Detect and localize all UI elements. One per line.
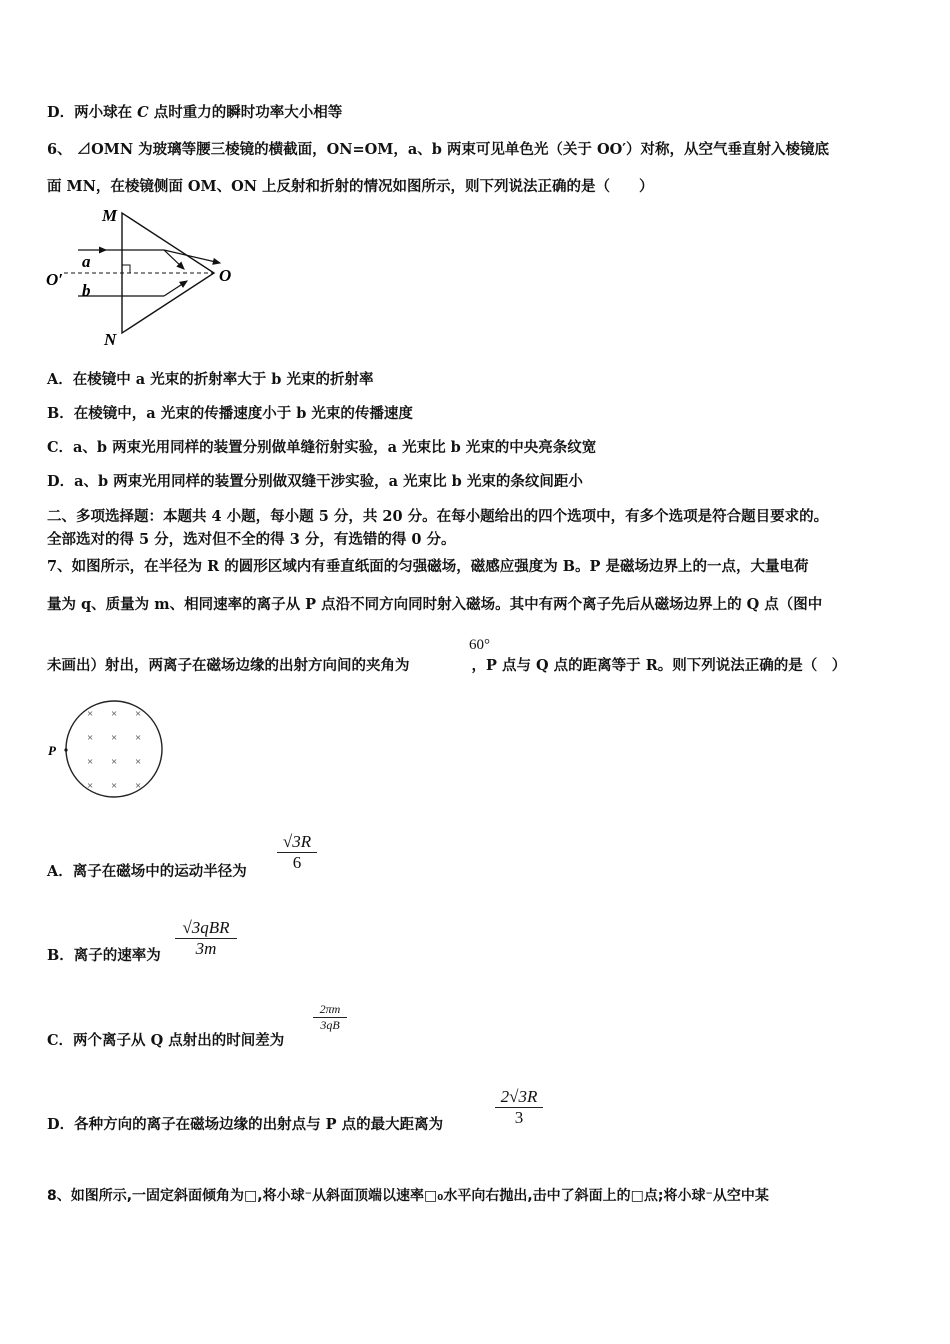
- q7-stem-line3: 未画出）射出，两离子在磁场边缘的出射方向间的夹角为 ，P 点与 Q 点的距离等于 R。则下列说法正确的是（ ）: [47, 657, 847, 674]
- field-cross-mark: ×: [87, 780, 94, 792]
- q8-stem-line1: 8、如图所示,一固定斜面倾角为□,将小球⁻从斜面顶端以速率□₀水平向右抛出,击中了斜面上的□点;将小球⁻从空中某: [47, 1188, 769, 1204]
- field-cross-mark: ×: [135, 732, 142, 744]
- q7-option-d-fraction: 2√3R 3: [495, 1087, 543, 1128]
- q5-option-d: D．两小球在 C 点时重力的瞬时功率大小相等: [47, 104, 343, 121]
- q7-option-b: B．离子的速率为: [47, 947, 161, 964]
- magnetic-field-figure: [44, 695, 174, 805]
- field-cross-mark: ×: [135, 780, 142, 792]
- label-O-prime: O′: [46, 270, 64, 289]
- label-O: O: [219, 266, 232, 285]
- field-cross-mark: ×: [87, 732, 94, 744]
- ray-b-reflected: [164, 281, 187, 296]
- q6-option-b: B．在棱镜中，a 光束的传播速度小于 b 光束的传播速度: [47, 405, 413, 422]
- label-a: a: [82, 252, 91, 271]
- q7-option-d: D．各种方向的离子在磁场边缘的出射点与 P 点的最大距离为: [47, 1116, 444, 1133]
- field-cross-mark: ×: [87, 756, 94, 768]
- q6-option-a: A．在棱镜中 a 光束的折射率大于 b 光束的折射率: [47, 371, 374, 388]
- q7-option-c-fraction: 2πm 3qB: [313, 1002, 347, 1033]
- q6-option-c: C．a、b 两束光用同样的装置分别做单缝衍射实验，a 光束比 b 光束的中央亮条纹宽: [47, 439, 597, 456]
- field-cross-mark: ×: [87, 708, 94, 720]
- q6-stem-line2: 面 MN，在棱镜侧面 OM、ON 上反射和折射的情况如图所示，则下列说法正确的是（ ）: [47, 178, 654, 195]
- q7-option-a-fraction: √3R 6: [277, 832, 317, 873]
- ray-a-refracted: [164, 250, 220, 263]
- q7-angle-60: 60°: [469, 637, 490, 653]
- field-cross-mark: ×: [111, 780, 118, 792]
- prism-figure: [44, 205, 254, 350]
- field-cross-mark: ×: [111, 708, 118, 720]
- field-crosses: [87, 708, 141, 792]
- field-cross-mark: ×: [135, 756, 142, 768]
- section2-heading-line1: 二、多项选择题：本题共 4 小题，每小题 5 分，共 20 分。在每小题给出的四个选项中，有多个选项是符合题目要求的。: [47, 508, 829, 525]
- q7-option-b-fraction: √3qBR 3m: [175, 918, 237, 959]
- label-P: P: [48, 743, 56, 758]
- field-cross-mark: ×: [111, 732, 118, 744]
- label-N: N: [104, 330, 117, 349]
- q6-stem-line1: 6、 ⊿OMN 为玻璃等腰三棱镜的横截面，ON=OM，a、b 两束可见单色光（关于 OO′）对称，从空气垂直射入棱镜底: [47, 141, 830, 158]
- section2-heading-line2: 全部选对的得 5 分，选对但不全的得 3 分，有选错的得 0 分。: [47, 531, 456, 548]
- q6-option-d: D．a、b 两束光用同样的装置分别做双缝干涉实验，a 光束比 b 光束的条纹间距小: [47, 473, 583, 490]
- field-cross-mark: ×: [135, 708, 142, 720]
- field-cross-mark: ×: [111, 756, 118, 768]
- label-b: b: [82, 281, 91, 300]
- q7-option-a: A．离子在磁场中的运动半径为: [47, 863, 247, 880]
- label-M: M: [102, 206, 118, 225]
- q7-stem-line2: 量为 q、质量为 m、相同速率的离子从 P 点沿不同方向同时射入磁场。其中有两个离子先后从磁场边界上的 Q 点（图中: [47, 596, 823, 613]
- q7-stem-line1: 7、如图所示，在半径为 R 的圆形区域内有垂直纸面的匀强磁场，磁感应强度为 B。P 是磁场边界上的一点，大量电荷: [47, 558, 809, 575]
- q7-option-c: C．两个离子从 Q 点射出的时间差为: [47, 1032, 285, 1049]
